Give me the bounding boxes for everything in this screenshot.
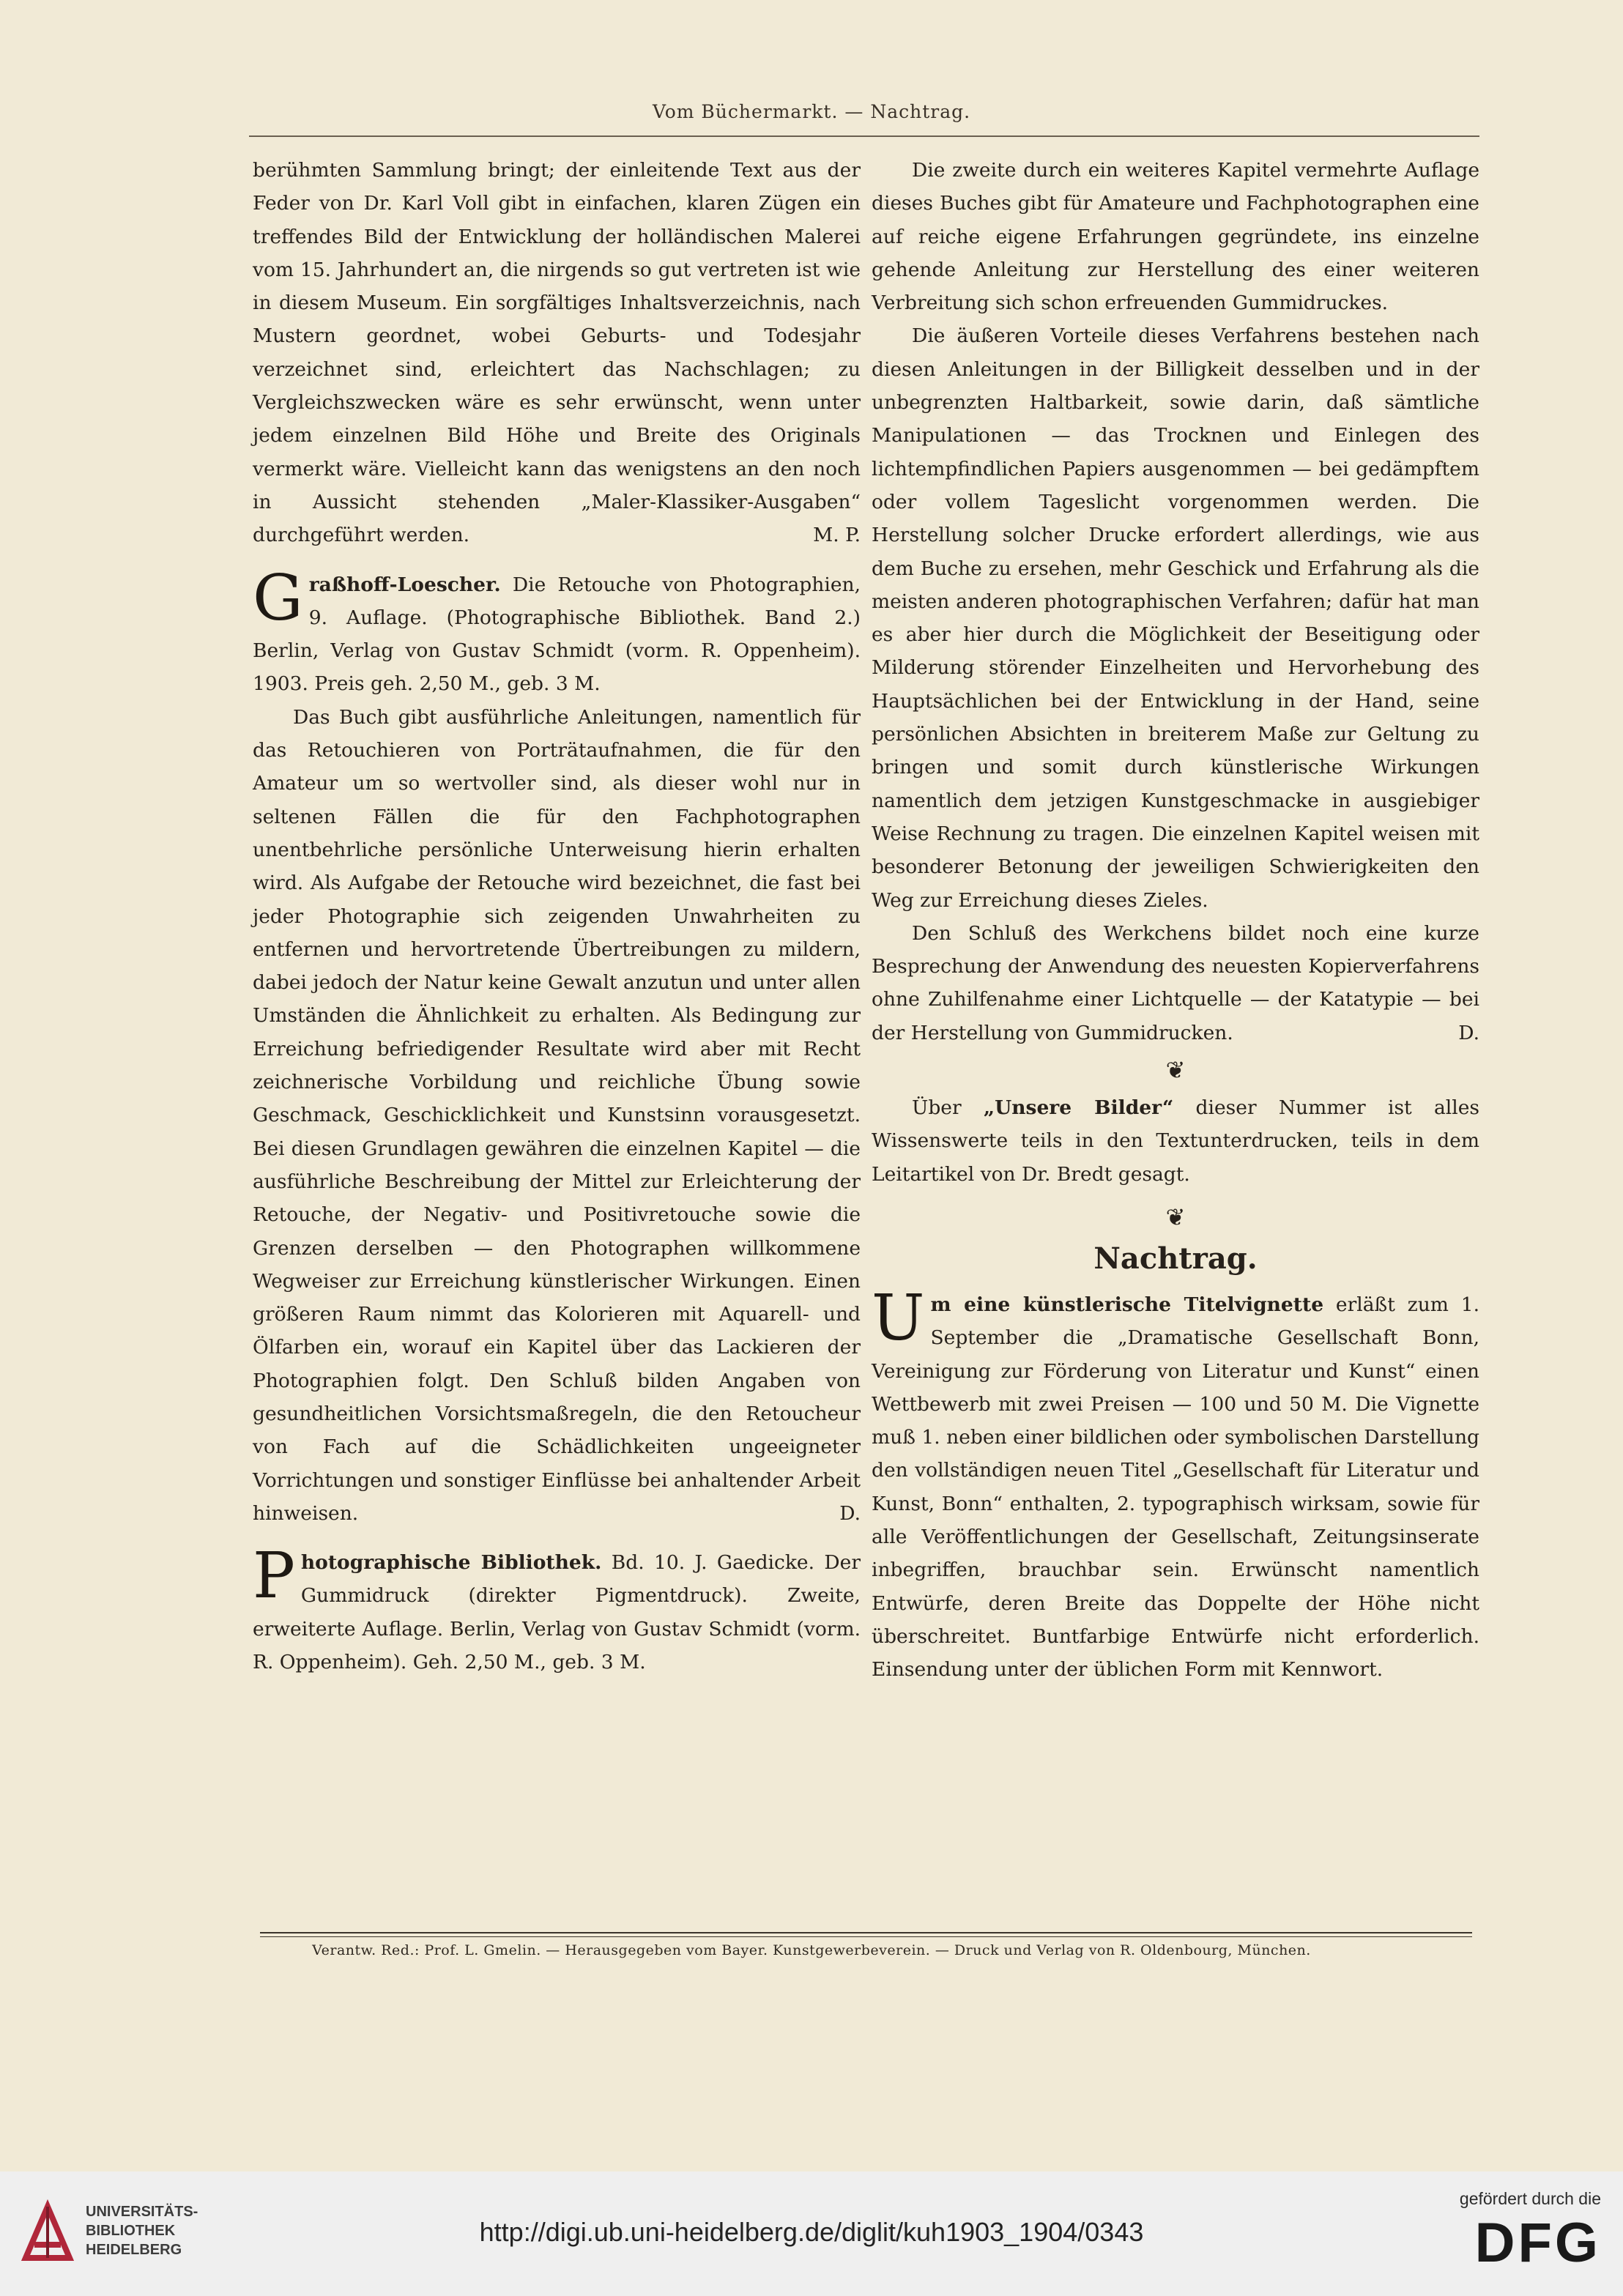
library-name: UNIVERSITÄTS-BIBLIOTHEK HEIDELBERG bbox=[86, 2204, 198, 2258]
paragraph: Die zweite durch ein weiteres Kapitel vermehrte Auflage dieses Buches gibt für Amateure und Fachphotographen eine auf reiche eigene Erfahrungen gegründete, ins einzelne gehende Anleitung zur Herstellung des einer weiteren Verbreitung sich schon erfreuenden Gummidruckes. bbox=[872, 159, 1479, 315]
funder-note: gefördert durch die bbox=[1459, 2189, 1601, 2208]
footer-rule bbox=[260, 1936, 1472, 1937]
section-title: Nachtrag. bbox=[1093, 1241, 1258, 1276]
paragraph bbox=[872, 917, 1479, 1049]
entry-details: Die Retouche von Photographien, 9. Auflage. (Photographische Bibliothek. Band 2.) Berlin, Verlag von Gustav Schmidt (vorm. R. Oppenheim). 1903. Preis geh. 2,50 M., geb. 3 M. bbox=[253, 573, 861, 696]
drop-initial: P bbox=[253, 1539, 295, 1613]
drop-initial: U bbox=[872, 1281, 925, 1355]
header-rule bbox=[249, 135, 1479, 137]
footer-rule bbox=[260, 1932, 1472, 1933]
paragraph-text: erläßt zum 1. September die „Dramatische Gesellschaft Bonn, Vereinigung zur Förderung von Literatur und Kunst“ einen Wettbewerb mit zwei Preisen — 100 und 50 M. Die Vignette muß 1. neben einer bildlichen oder symbolischen Darstellung den vollständigen neuen Titel „Gesellschaft für Literatur und Kunst, Bonn“ enthalten, 2. typographisch wirksam, sowie für alle Veröffentlichungen der Gesellschaft, Zeitungsinserate inbegriffen, brauchbar sein. Erwünscht namentlich Entwürfe, deren Breite das Doppelte der Höhe nicht überschreitet. Buntfarbige Entwürfe nicht erforderlich. Einsendung unter der üblichen Form mit Kennwort. bbox=[872, 1293, 1479, 1682]
announcement bbox=[872, 1281, 1479, 1687]
paragraph: Die äußeren Vorteile dieses Verfahrens bestehen nach diesen Anleitungen in der Billigkeit desselben und in der unbegrenzten Haltbarkeit, sowie darin, daß sämtliche Manipulationen — das Trocknen und Einlegen des lichtempfindlichen Papiers ausgenommen — bei gedämpftem oder vollem Tageslicht vorgenommen werden. Die Herstellung solcher Drucke erfordert allerdings, wie aus dem Buche zu ersehen, mehr Geschick und Erfahrung als die meisten anderen photographischen Verfahren; dafür hat man es aber hier durch die Möglichkeit der Beseitigung oder Milderung störender Einzelheiten und Hervorhebung des Hauptsächlichen bei der Entwicklung in der Hand, seine persönlichen Absichten in breiterem Maße zur Geltung zu bringen und somit durch künstlerische Wirkungen namentlich dem jetzigen Kunstgeschmacke in ausgiebiger Weise Rechnung zu tragen. Die einzelnen Kapitel weisen mit besonderer Betonung der jeweiligen Schwierigkeiten den Weg zur Erreichung dieses Zieles. bbox=[872, 324, 1479, 912]
emphasis: „Unsere Bilder“ bbox=[983, 1096, 1174, 1120]
paragraph-text: dieser Nummer ist alles Wissenswerte teils in den Textunterdrucken, teils in dem Leitartikel von Dr. Bredt gesagt. bbox=[872, 1096, 1479, 1186]
entry-author: hotographische Bibliothek. bbox=[300, 1551, 602, 1575]
digitization-footer bbox=[0, 2171, 1623, 2296]
dfg-logo[interactable]: DFG bbox=[1474, 2212, 1601, 2274]
entry-details: Bd. 10. J. Gaedicke. Der Gummidruck (direkter Pigmentdruck). Zweite, erweiterte Auflage. Berlin, Verlag von Gustav Schmidt (vorm. R. Oppenheim). Geh. 2,50 M., geb. 3 M. bbox=[253, 1551, 861, 1674]
left-column bbox=[253, 154, 861, 1679]
signature: D. bbox=[1458, 1021, 1479, 1044]
running-head: Vom Büchermarkt. — Nachtrag. bbox=[652, 101, 971, 122]
book-entry bbox=[253, 561, 861, 701]
paragraph bbox=[253, 154, 861, 552]
book-entry bbox=[253, 1539, 861, 1679]
fleuron-ornament-icon: ❦ bbox=[1165, 1203, 1186, 1231]
entry-author: raßhoff-Loescher. bbox=[308, 573, 501, 596]
paragraph-text: berühmten Sammlung bringt; der einleitende Text aus der Feder von Dr. Karl Voll gibt in einfachen, klaren Zügen ein treffendes Bild der Entwicklung der holländischen Malerei vom 15. Jahrhundert an, die nirgends so gut vertreten ist wie in diesem Museum. Ein sorgfältiges Inhaltsverzeichnis, nach Mustern geordnet, wobei Geburts- und Todesjahr verzeichnet sind, erleichtert das Nachschlagen; zu Vergleichszwecken wäre es sehr erwünscht, wenn unter jedem einzelnen Bild Höhe und Breite des Originals vermerkt wäre. Vielleicht kann das wenigstens an den noch in Aussicht stehenden „Maler-Klassiker-Ausgaben“ durchgeführt werden. bbox=[253, 159, 861, 547]
drop-initial: G bbox=[253, 561, 303, 635]
imprint-line: Verantw. Red.: Prof. L. Gmelin. — Herausgegeben vom Bayer. Kunstgewerbeverein. — Druck und Verlag von R. Oldenbourg, München. bbox=[312, 1942, 1311, 1958]
paragraph bbox=[253, 701, 861, 1530]
signature: D. bbox=[839, 1501, 861, 1525]
paragraph bbox=[872, 1091, 1479, 1191]
paragraph-text: Das Buch gibt ausführliche Anleitungen, namentlich für das Retouchieren von Porträtaufnahmen, die für den Amateur um so wertvoller sind, als dieser wohl nur in seltenen Fällen die für den Fachphotographen unentbehrliche persönliche Unterweisung hierin erhalten wird. Als Aufgabe der Retouche wird bezeichnet, die fast bei jeder Photographie sich zeigenden Unwahrheiten zu entfernen und hervortretende Übertreibungen zu mildern, dabei jedoch der Natur keine Gewalt anzutun und unter allen Umständen die Ähnlichkeit zu erhalten. Als Bedingung zur Erreichung befriedigender Resultate wird aber mit Recht zeichnerische Vorbildung und reichliche Übung sowie Geschmack, Geschicklichkeit und Kunstsinn vorausgesetzt. Bei diesen Grundlagen gewähren die einzelnen Kapitel — die ausführliche Beschreibung der Mittel zur Erleichterung der Retouche, der Negativ- und Positivretouche sowie die Grenzen derselben — den Photographen willkommene Wegweiser zur Erreichung künstlerischer Wirkungen. Einen größeren Raum nimmt das Kolorieren mit Aquarell- und Ölfarben ein, worauf ein Kapitel über das Lackieren der Photographien folgt. Den Schluß bilden Angaben von gesundheitlichen Vorsichtsmaßregeln, die den Retoucheur von Fach auf die Schädlichkeiten ungeeigneter Vorrichtungen und sonstiger Einflüsse bei anhaltender Arbeit hinweisen. bbox=[253, 705, 861, 1525]
paragraph-text: Den Schluß des Werkchens bildet noch eine kurze Besprechung der Anwendung des neuesten Kopierverfahrens ohne Zuhilfenahme einer Lichtquelle — der Katatypie — bei der Herstellung von Gummidrucken. bbox=[872, 921, 1479, 1044]
paragraph-lead: Über bbox=[912, 1096, 984, 1120]
permalink-url[interactable]: http://digi.ub.uni-heidelberg.de/diglit/kuh1903_1904/0343 bbox=[479, 2217, 1144, 2247]
right-column bbox=[872, 154, 1479, 1686]
fleuron-ornament-icon: ❦ bbox=[1165, 1056, 1186, 1085]
signature: M. P. bbox=[813, 524, 861, 547]
funder-credit bbox=[1381, 2188, 1601, 2277]
emphasis: m eine künstlerische Titelvignette bbox=[930, 1293, 1324, 1316]
